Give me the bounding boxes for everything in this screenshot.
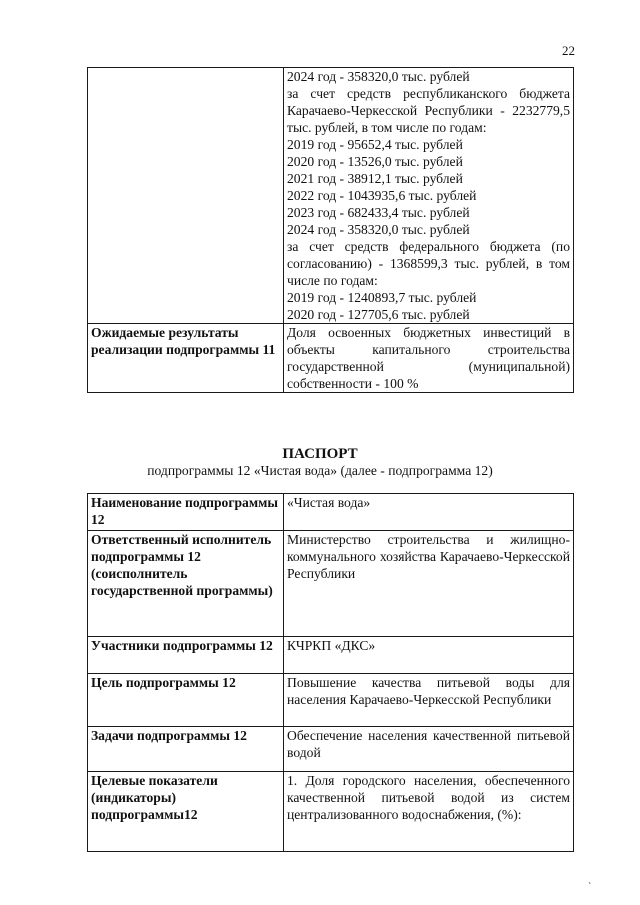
row-value: Повышение качества питьевой воды для населения Карачаево-Черкесской Республики: [284, 674, 574, 727]
budget-line: 2024 год - 358320,0 тыс. рублей: [287, 69, 470, 84]
table-row: [88, 674, 574, 727]
budget-line: за счет средств федерального бюджета (по согласованию) - 1368599,3 тыс. рублей, в том числе по годам:: [287, 239, 570, 288]
row-label: Наименование подпрограммы 12: [88, 494, 284, 531]
table-row: [88, 494, 574, 531]
budget-line: 2020 год - 13526,0 тыс. рублей: [287, 154, 463, 169]
page-mark: `: [588, 882, 592, 893]
table-row: [88, 637, 574, 674]
row-label: Ответственный исполнитель подпрограммы 12 (соисполнитель государственной программы): [88, 531, 284, 637]
budget-line: за счет средств республиканского бюджета Карачаево-Черкесской Республики - 2232779,5 тыс. рублей, в том числе по годам:: [287, 86, 570, 135]
empty-label-cell: [88, 68, 284, 324]
row-label: Цель подпрограммы 12: [88, 674, 284, 727]
budget-line: 2020 год - 127705,6 тыс. рублей: [287, 307, 470, 322]
table-row: [88, 772, 574, 852]
budget-line: 2022 год - 1043935,6 тыс. рублей: [287, 188, 477, 203]
budget-line: 2019 год - 1240893,7 тыс. рублей: [287, 290, 477, 305]
passport-title: ПАСПОРТ: [282, 446, 358, 462]
budget-line: 2024 год - 358320,0 тыс. рублей: [287, 222, 470, 237]
table-row: [88, 324, 574, 393]
budget-table: [87, 67, 574, 393]
budget-line: 2019 год - 95652,4 тыс. рублей: [287, 137, 463, 152]
row-value: 1. Доля городского населения, обеспеченного качественной питьевой водой из систем централизованного водоснабжения, (%):: [284, 772, 574, 852]
table-row: [88, 531, 574, 637]
row-label: Задачи подпрограммы 12: [88, 727, 284, 772]
results-label: Ожидаемые результаты реализации подпрограммы 11: [88, 324, 284, 393]
row-label: Участники подпрограммы 12: [88, 637, 284, 674]
budget-cell: [284, 68, 574, 324]
table-row: [88, 727, 574, 772]
passport-table: [87, 493, 574, 852]
row-value: Обеспечение населения качественной питьевой водой: [284, 727, 574, 772]
row-value: КЧРКП «ДКС»: [284, 637, 574, 674]
results-value: Доля освоенных бюджетных инвестиций в объекты капитального строительства государственной (муниципальной) собственности - 100 %: [284, 324, 574, 393]
budget-line: 2023 год - 682433,4 тыс. рублей: [287, 205, 470, 220]
passport-subtitle: подпрограммы 12 «Чистая вода» (далее - подпрограмма 12): [147, 463, 493, 478]
row-value: «Чистая вода»: [284, 494, 574, 531]
row-label: Целевые показатели (индикаторы) подпрограммы12: [88, 772, 284, 852]
table-row: [88, 68, 574, 324]
row-value: Министерство строительства и жилищно-коммунального хозяйства Карачаево-Черкесской Республики: [284, 531, 574, 637]
page-number: 22: [562, 43, 575, 58]
budget-line: 2021 год - 38912,1 тыс. рублей: [287, 171, 463, 186]
